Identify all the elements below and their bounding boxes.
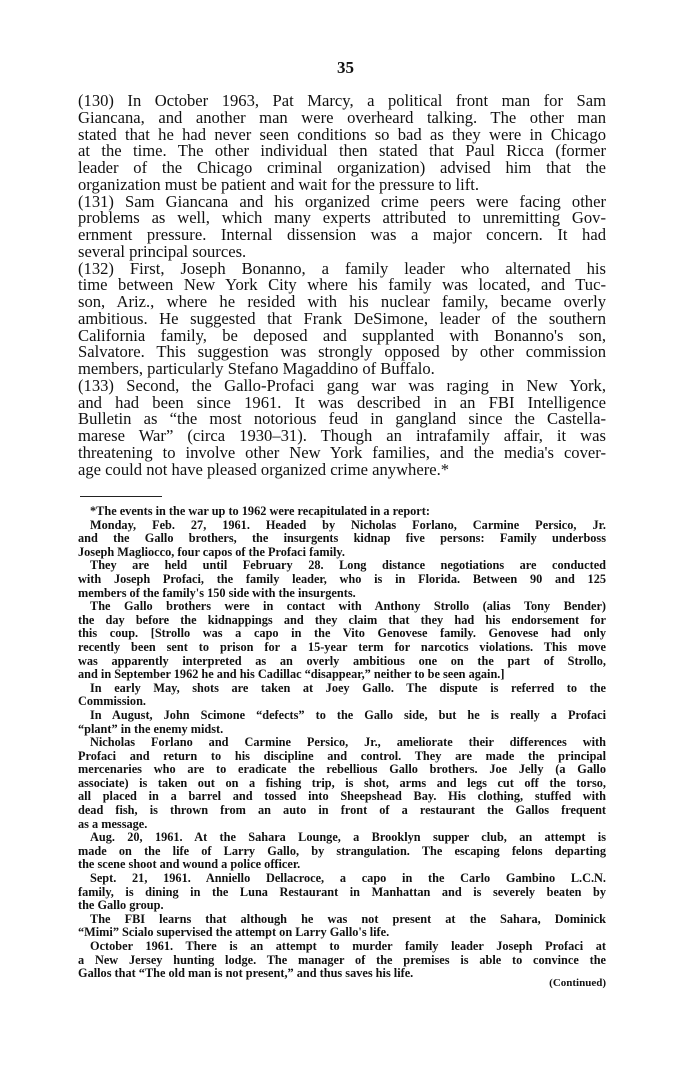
text-line: marese War” (circa 1930–31). Though an intrafamily affair, it was (78, 426, 606, 445)
text-line: the day before the kidnappings and they claim that they had his endorsement for (78, 612, 606, 627)
text-line: Nicholas Forlano and Carmine Persico, Jr., ameliorate their differences with (90, 735, 606, 750)
text-line: several principal sources. (78, 241, 247, 261)
text-line: Monday, Feb. 27, 1961. Headed by Nicholas Forlano, Carmine Persico, Jr. (90, 517, 606, 532)
footnote-paragraph (78, 736, 606, 831)
footnote-paragraph (78, 831, 606, 872)
text-line: Salvatore. This suggestion was strongly opposed by other commission (78, 342, 606, 362)
text-line: son, Ariz., where he resided with his nuclear family, became overly (78, 292, 606, 311)
text-line: members, particularly Stefano Magaddino of Buffalo. (78, 359, 435, 378)
footnote-paragraph (78, 913, 606, 940)
text-line: threatening to involve other New York families, and the media's cover- (78, 442, 606, 462)
text-line: recently been sent to prison for a 15-year term for narcotics violations. This move (78, 639, 606, 654)
text-line: stated that he had never seen conditions so bad as they were in Chicago (78, 124, 606, 144)
text-line: problems as well, which many experts attributed to unremitting Gov- (78, 208, 606, 228)
page-number: 35 (337, 58, 354, 77)
text-line: (133) Second, the Gallo-Profaci gang war was raging in New York, (78, 375, 606, 395)
footnote-paragraph (78, 505, 606, 519)
text-line: Sept. 21, 1961. Anniello Dellacroce, a capo in the Carlo Gambino L.C.N. (90, 871, 606, 886)
paragraph (78, 93, 606, 194)
text-line: *The events in the war up to 1962 were recapitulated in a report: (90, 504, 430, 518)
text-line: age could not have pleased organized crime anywhere.* (78, 459, 450, 479)
text-line: dead fish, is thrown from an auto in front of a restaurant the Gallos frequent (78, 803, 606, 818)
text-line: the Gallo group. (78, 898, 164, 913)
text-line: “plant” in the enemy midst. (78, 721, 224, 736)
footnote (78, 505, 606, 990)
text-line: Commission. (78, 694, 146, 709)
text-line: this coup. [Strollo was a capo in the Vito Genovese family. Genovese had only (78, 626, 606, 641)
text-line: and the Gallo brothers, the insurgents kidnap five persons: Family underboss (78, 531, 606, 546)
text-line: October 1961. There is an attempt to murder family leader Joseph Profaci at (90, 939, 606, 953)
text-line: leader of the Chicago criminal organization) advised him that the (78, 158, 606, 177)
text-line: Profaci and return to his discipline and control. They are made the principal (78, 748, 606, 763)
text-line: ernment pressure. Internal dissension was a major concern. It had (78, 225, 606, 244)
text-line: ambitious. He suggested that Frank DeSimone, leader of the southern (78, 308, 606, 328)
text-line: California family, be deposed and supplanted with Bonanno's son, (78, 325, 606, 345)
text-line: The Gallo brothers were in contact with Anthony Strollo (alias Tony Bender) (90, 599, 606, 614)
footnote-paragraph (78, 872, 606, 913)
footnote-paragraph (78, 709, 606, 736)
paragraph (78, 258, 606, 378)
paragraph (78, 375, 606, 479)
text-line: In August, John Scimone “defects” to the Gallo side, but he is really a Profaci (90, 707, 606, 722)
text-line: and had been since 1961. It was described in an FBI Intelligence (78, 392, 606, 412)
text-line: (132) First, Joseph Bonanno, a family leader who alternated his (78, 258, 606, 278)
text-line: was apparently interpreted as an overly ambitious one on the part of Strollo, (78, 653, 606, 668)
text-line: time between New York City where his family was located, and Tuc- (78, 275, 606, 295)
footnote-divider (80, 496, 162, 497)
text-line: Aug. 20, 1961. At the Sahara Lounge, a Brooklyn supper club, an attempt is (90, 830, 606, 845)
text-line: with Joseph Profaci, the family leader, who is in Florida. Between 90 and 125 (78, 571, 606, 586)
text-line: and in September 1962 he and his Cadillac “disappear,” neither to be seen again.] (78, 667, 505, 682)
footnote-paragraph (78, 600, 606, 682)
body-text (78, 93, 606, 478)
text-line: (131) Sam Giancana and his organized crime peers were facing other (78, 191, 606, 211)
footnote-paragraph (78, 682, 606, 709)
text-line: The FBI learns that although he was not present at the Sahara, Dominick (90, 911, 606, 926)
text-line: organization must be patient and wait for the pressure to lift. (78, 174, 480, 194)
continued-label: (Continued) (549, 976, 606, 989)
paragraph (78, 191, 606, 261)
text-line: a New Jersey hunting lodge. The manager of the premises is able to convince the (78, 952, 606, 967)
text-line: They are held until February 28. Long distance negotiations are conducted (90, 558, 606, 573)
text-line: all placed in a barrel and tossed into Sheepshead Bay. His clothing, stuffed with (78, 789, 606, 804)
text-line: as a message. (78, 816, 148, 831)
text-line: mercenaries who are to eradicate the rebellious Gallo brothers. Joe Jelly (a Gallo (78, 762, 606, 777)
text-line: (130) In October 1963, Pat Marcy, a political front man for Sam (78, 91, 606, 110)
footnote-paragraph (78, 519, 606, 560)
footnote-paragraph (78, 559, 606, 600)
text-line: members of the family's 150 side with the insurgents. (78, 585, 356, 600)
text-line: Gallos that “The old man is not present,” and thus saves his life. (78, 966, 414, 981)
text-line: Giancana, and another man were overheard talking. The other man (78, 107, 606, 127)
text-line: made on the life of Larry Gallo, by strangulation. The escaping felons departing (78, 843, 606, 858)
text-line: “Mimi” Scialo supervised the attempt on Larry Gallo's life. (78, 925, 390, 940)
footnote-paragraph (78, 940, 606, 981)
text-line: associate) is taken out on a fishing trip, is shot, arms and legs cut off the torso, (78, 775, 606, 790)
text-line: Joseph Magliocco, four capos of the Profaci family. (78, 544, 345, 559)
text-line: Bulletin as “the most notorious feud in gangland since the Castella- (78, 409, 606, 429)
text-line: family, is dining in the Luna Restaurant in Manhattan and is severely beaten by (78, 884, 606, 899)
text-line: In early May, shots are taken at Joey Gallo. The dispute is referred to the (90, 680, 606, 695)
text-line: the scene shoot and wound a police officer. (78, 857, 301, 872)
text-line: at the time. The other individual then stated that Paul Ricca (former (78, 141, 606, 161)
